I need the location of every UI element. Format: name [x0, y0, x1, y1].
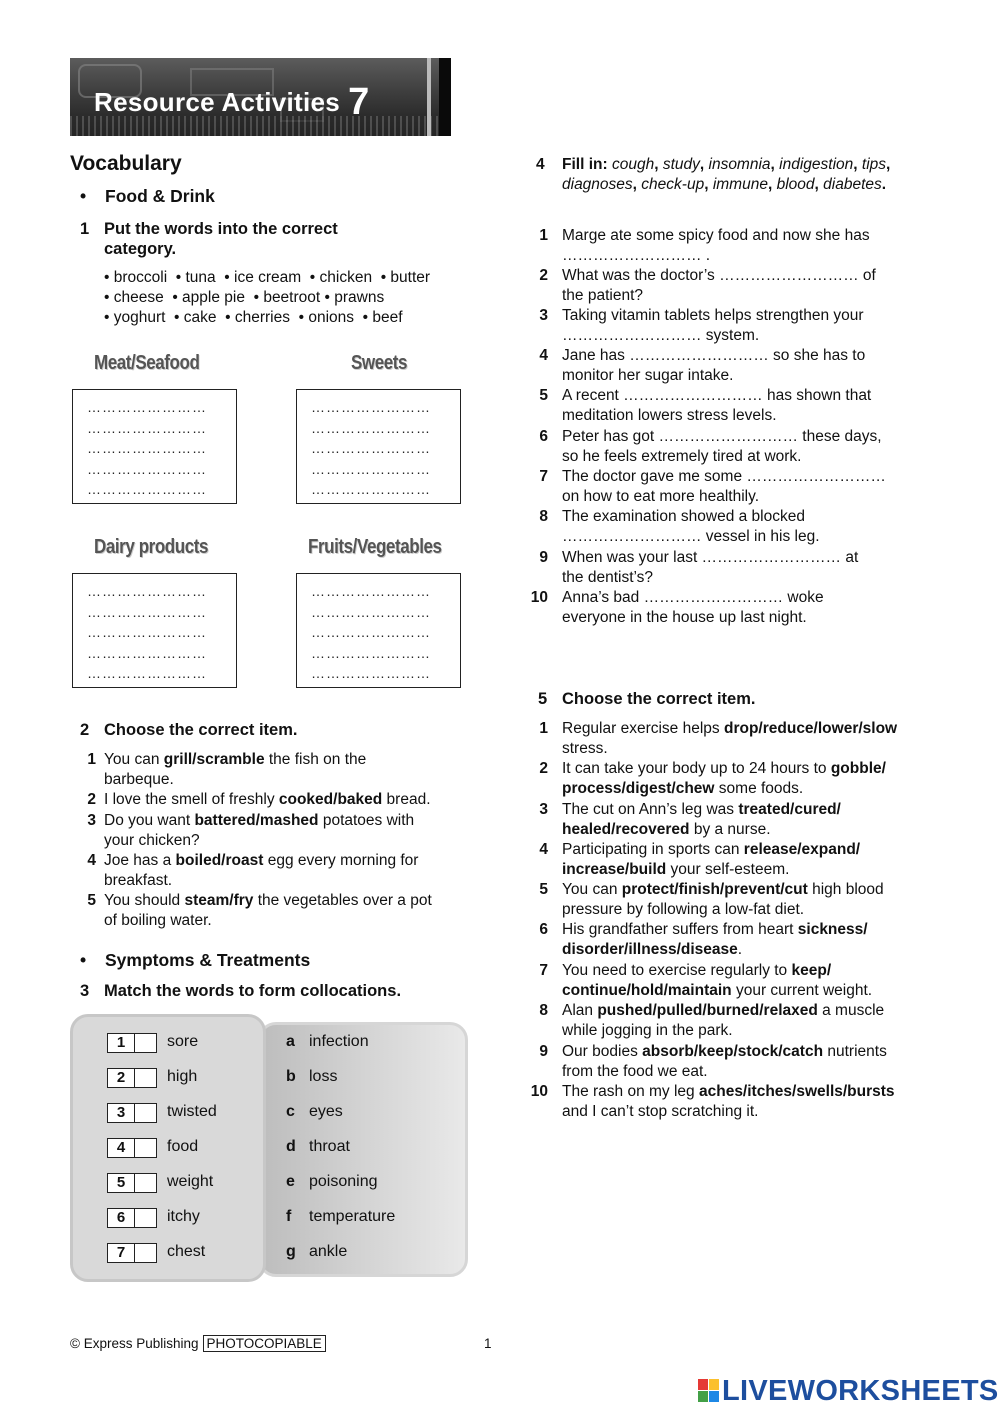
match-number: 4 — [108, 1139, 135, 1157]
item-options[interactable]: pushed/pulled/burned/relaxed — [597, 1002, 818, 1019]
item-text-part: Participating in sports can — [562, 841, 744, 858]
item-number: 8 — [539, 1002, 548, 1019]
item-text-part: His grandfather suffers from heart — [562, 921, 798, 938]
item-line: the dentist’s? — [562, 569, 654, 586]
item-options[interactable]: steam/fry — [184, 892, 254, 909]
fill-word: study — [662, 156, 700, 173]
item-options[interactable]: disorder/illness/disease — [562, 941, 738, 958]
item-text — [562, 467, 932, 507]
task-4-item[interactable] — [528, 507, 928, 547]
item-options[interactable]: absorb/keep/stock/catch — [642, 1043, 824, 1060]
item-text-part: You need to exercise regularly to — [562, 962, 792, 979]
item-options[interactable]: keep/ — [791, 962, 832, 979]
item-number: 4 — [87, 852, 96, 869]
task-5-item[interactable] — [528, 920, 938, 960]
item-text-part: breakfast. — [104, 872, 173, 889]
item-number: 9 — [539, 1043, 548, 1060]
fill-word: insomnia — [708, 156, 771, 173]
match-left-word: weight — [167, 1173, 214, 1190]
item-line: Taking vitamin tablets helps strengthen your — [562, 307, 864, 324]
item-text — [104, 790, 484, 810]
item-text-part: the fish on the — [264, 751, 367, 768]
item-number: 2 — [539, 267, 548, 284]
item-text-part: of boiling water. — [104, 912, 212, 929]
item-text-part: You should — [104, 892, 185, 909]
item-text-part: Joe has a — [104, 852, 176, 869]
item-text-part: nutrients — [823, 1043, 887, 1060]
match-left-word: food — [167, 1138, 199, 1155]
item-text-part: pressure by following a low-fat diet. — [562, 901, 805, 918]
fill-word: diagnoses — [562, 176, 633, 193]
task-4-item[interactable] — [528, 427, 928, 467]
task-5-item[interactable] — [528, 1001, 938, 1041]
task-5-item[interactable] — [528, 800, 938, 840]
item-line: A recent ……………………… has shown that — [562, 387, 872, 404]
item-number: 5 — [87, 892, 96, 909]
item-text — [562, 548, 932, 588]
task-4-item[interactable] — [528, 226, 928, 266]
page-title: Resource Activities 7 — [94, 81, 370, 123]
task-4-item[interactable] — [528, 266, 928, 306]
task-5-instruction: 5 Choose the correct item. — [538, 690, 756, 708]
match-answer-box[interactable] — [107, 1033, 157, 1053]
item-number: 2 — [539, 760, 548, 777]
item-text-part: a muscle — [817, 1002, 885, 1019]
fill-word: diabetes — [823, 176, 882, 193]
task-5-item[interactable] — [528, 759, 938, 799]
item-options[interactable]: healed/recovered — [562, 821, 690, 838]
item-number: 1 — [87, 751, 96, 768]
item-text — [562, 880, 942, 920]
match-left-word: high — [167, 1068, 198, 1085]
item-text — [562, 719, 942, 759]
match-answer-box[interactable] — [107, 1173, 157, 1193]
item-line: ……………………… . — [562, 247, 711, 264]
item-text-part: your current weight. — [731, 982, 873, 999]
header-banner — [70, 58, 451, 136]
liveworksheets-logo-icon — [698, 1379, 720, 1403]
item-text — [562, 427, 932, 467]
task-4-item[interactable] — [528, 588, 928, 628]
item-text — [562, 386, 932, 426]
item-text — [104, 851, 484, 891]
item-options[interactable]: battered/mashed — [194, 812, 319, 829]
item-line: When was your last ……………………… at — [562, 549, 859, 566]
item-options[interactable]: treated/cured/ — [738, 801, 841, 818]
item-text-part: . — [737, 941, 743, 958]
item-number: 6 — [539, 428, 548, 445]
match-letter: b — [286, 1068, 296, 1085]
item-text-part: The cut on Ann’s leg was — [562, 801, 739, 818]
item-text — [562, 840, 942, 880]
item-line: What was the doctor’s ……………………… of — [562, 267, 876, 284]
task-4-item[interactable] — [528, 306, 928, 346]
item-line: Jane has ……………………… so she has to — [562, 347, 866, 364]
match-right-word: throat — [309, 1138, 350, 1155]
match-letter: c — [286, 1103, 295, 1120]
task-5-item[interactable] — [528, 1082, 938, 1122]
section-title: Vocabulary — [70, 152, 182, 175]
match-letter: f — [286, 1208, 292, 1225]
task-5-item[interactable] — [528, 719, 938, 759]
watermark-text: LIVEWORKSHEETS — [722, 1375, 999, 1407]
item-number: 7 — [539, 962, 548, 979]
item-line: on how to eat more healthily. — [562, 488, 760, 505]
item-options[interactable]: drop/reduce/lower/slow — [723, 720, 898, 737]
item-text — [562, 961, 942, 1001]
item-text — [562, 306, 932, 346]
banner-decoration — [427, 58, 431, 136]
item-line: monitor her sugar intake. — [562, 367, 734, 384]
item-options[interactable]: process/digest/chew — [562, 780, 715, 797]
match-right-word: ankle — [309, 1243, 348, 1260]
item-text-part: while jogging in the park. — [562, 1022, 733, 1039]
task-5-item[interactable] — [528, 961, 938, 1001]
item-options[interactable]: gobble/ — [830, 760, 886, 777]
item-text-part: your chicken? — [104, 832, 200, 849]
bullet-heading-food-drink: • Food & Drink — [80, 186, 215, 206]
task-5-item[interactable] — [528, 880, 938, 920]
item-options[interactable]: release/expand/ — [743, 841, 861, 858]
match-letter: e — [286, 1173, 295, 1190]
item-number: 5 — [539, 387, 548, 404]
item-text-part: your self-esteem. — [666, 861, 790, 878]
match-letter: a — [286, 1033, 295, 1050]
item-text — [562, 1042, 942, 1082]
item-number: 3 — [539, 307, 548, 324]
match-number: 2 — [108, 1069, 135, 1087]
match-letter: d — [286, 1138, 296, 1155]
item-number: 1 — [539, 720, 548, 737]
fill-word: blood — [776, 176, 815, 193]
item-text-part: and I can’t stop scratching it. — [562, 1103, 759, 1120]
item-text-part: The rash on my leg — [562, 1083, 699, 1100]
item-number: 7 — [539, 468, 548, 485]
match-number: 3 — [108, 1104, 135, 1122]
item-text-part: You can — [562, 881, 622, 898]
match-left-word: chest — [167, 1243, 206, 1260]
fill-word: cough — [611, 156, 655, 173]
task-2-item[interactable] — [80, 811, 480, 851]
item-text-part: by a nurse. — [689, 821, 771, 838]
item-number: 5 — [539, 881, 548, 898]
match-letter: g — [286, 1243, 296, 1260]
item-text-part: bread. — [382, 791, 431, 808]
item-line: ……………………… vessel in his leg. — [562, 528, 820, 545]
task-4-item[interactable] — [528, 467, 928, 507]
item-number: 4 — [539, 347, 548, 364]
match-answer-box[interactable] — [107, 1208, 157, 1228]
item-text-part: You can — [104, 751, 164, 768]
match-answer-box[interactable] — [107, 1103, 157, 1123]
bullet-heading-symptoms: • Symptoms & Treatments — [80, 950, 311, 970]
match-left-word: twisted — [167, 1103, 217, 1120]
match-right-word: poisoning — [309, 1173, 378, 1190]
item-text — [562, 507, 932, 547]
footer-publisher: © Express Publishing PHOTOCOPIABLE — [70, 1336, 326, 1351]
word-bank: • broccoli • tuna • ice cream • chicken • butter • cheese • apple pie • beetroot • prawns • yoghurt • cake • cherries • onions • beef — [104, 269, 431, 326]
fill-word: check-up — [641, 176, 705, 193]
item-line: everyone in the house up last night. — [562, 609, 807, 626]
match-number: 1 — [108, 1034, 135, 1052]
item-text — [562, 1001, 942, 1041]
item-text-part: the vegetables over a pot — [253, 892, 432, 909]
task-1-instruction: 1 Put the words into the correct category. — [80, 220, 338, 258]
item-text-part: egg every morning for — [263, 852, 419, 869]
item-options[interactable]: grill/scramble — [163, 751, 265, 768]
banner-decoration — [439, 58, 451, 136]
match-right-word: loss — [309, 1068, 338, 1085]
item-text-part: It can take your body up to 24 hours to — [562, 760, 831, 777]
item-number: 6 — [539, 921, 548, 938]
task-2-instruction: 2 Choose the correct item. — [80, 721, 298, 739]
item-number: 3 — [87, 812, 96, 829]
category-box-dairy[interactable]: …………………… …………………… …………………… …………………… …………………… — [72, 573, 237, 688]
match-right-word: eyes — [309, 1103, 343, 1120]
task-2-item[interactable] — [80, 750, 480, 790]
item-line: The examination showed a blocked — [562, 508, 805, 525]
task-2-item[interactable] — [80, 891, 480, 931]
item-line: the patient? — [562, 287, 644, 304]
fill-word: tips — [861, 156, 887, 173]
item-number: 1 — [539, 227, 548, 244]
item-text-part: potatoes with — [318, 812, 415, 829]
item-text-part: Do you want — [104, 812, 195, 829]
item-options[interactable]: sickness/ — [797, 921, 868, 938]
item-number: 9 — [539, 549, 548, 566]
item-line: ……………………… system. — [562, 327, 760, 344]
match-right-word: temperature — [309, 1208, 396, 1225]
fill-word: immune — [712, 176, 768, 193]
item-options[interactable]: cooked/baked — [278, 791, 383, 808]
item-text-part: stress. — [562, 740, 608, 757]
match-left-word: itchy — [167, 1208, 200, 1225]
item-options[interactable]: continue/hold/maintain — [562, 982, 732, 999]
item-text-part: I love the smell of freshly — [104, 791, 279, 808]
item-text-part: from the food we eat. — [562, 1063, 708, 1080]
item-line: Peter has got ……………………… these days, — [562, 428, 882, 445]
match-answer-box[interactable] — [107, 1138, 157, 1158]
item-text — [104, 891, 484, 931]
item-number: 3 — [539, 801, 548, 818]
item-text — [562, 346, 932, 386]
page-number: 1 — [484, 1336, 492, 1351]
item-text-part: barbeque. — [104, 771, 174, 788]
item-text — [104, 750, 484, 790]
task-5-item[interactable] — [528, 840, 938, 880]
category-box-sweets[interactable]: …………………… …………………… …………………… …………………… …………………… — [296, 389, 461, 504]
item-options[interactable]: boiled/roast — [175, 852, 264, 869]
item-text — [104, 811, 484, 851]
item-text-part: some foods. — [714, 780, 804, 797]
item-line: Anna’s bad ……………………… woke — [562, 589, 824, 606]
match-number: 5 — [108, 1174, 135, 1192]
item-text — [562, 1082, 942, 1122]
item-line: so he feels extremely tired at work. — [562, 448, 802, 465]
category-box-meat-seafood[interactable]: …………………… …………………… …………………… …………………… …………………… — [72, 389, 237, 504]
task-2-item[interactable] — [80, 851, 480, 891]
category-title-dairy: Dairy products — [94, 536, 209, 558]
task-4-item[interactable] — [528, 548, 928, 588]
match-answer-box[interactable] — [107, 1243, 157, 1263]
item-options[interactable]: increase/build — [562, 861, 667, 878]
item-number: 2 — [87, 791, 96, 808]
item-number: 10 — [530, 1083, 548, 1100]
fill-word: indigestion — [779, 156, 854, 173]
category-title-fruits-vegetables: Fruits/Vegetables — [308, 536, 442, 558]
category-title-sweets: Sweets — [351, 352, 408, 374]
match-answer-box[interactable] — [107, 1068, 157, 1088]
category-title-meat-seafood: Meat/Seafood — [94, 352, 200, 374]
item-line: meditation lowers stress levels. — [562, 407, 777, 424]
item-number: 4 — [539, 841, 548, 858]
item-options[interactable]: aches/itches/swells/bursts — [698, 1083, 895, 1100]
item-text — [562, 759, 942, 799]
item-text-part: Our bodies — [562, 1043, 643, 1060]
match-number: 7 — [108, 1244, 135, 1262]
task-4-item[interactable] — [528, 346, 928, 386]
photocopiable-badge: PHOTOCOPIABLE — [203, 1335, 326, 1352]
item-text — [562, 920, 942, 960]
item-text-part: Alan — [562, 1002, 598, 1019]
match-right-word: infection — [309, 1033, 369, 1050]
task-5-item[interactable] — [528, 1042, 938, 1082]
task-4-item[interactable] — [528, 386, 928, 426]
item-line: The doctor gave me some ……………………… — [562, 468, 886, 485]
item-text — [562, 588, 932, 628]
item-line: Marge ate some spicy food and now she has — [562, 227, 870, 244]
item-text — [562, 226, 932, 266]
item-text — [562, 266, 932, 306]
item-number: 10 — [530, 589, 548, 606]
item-text-part: high blood — [807, 881, 884, 898]
match-left-word: sore — [167, 1033, 199, 1050]
task-3-instruction: 3 Match the words to form collocations. — [80, 982, 402, 1000]
item-number: 8 — [539, 508, 548, 525]
task-4-instruction: 4 Fill in: cough, study, insomnia, indigestion, tips, diagnoses, check-up, immune, blood, diabetes. — [536, 156, 891, 193]
item-options[interactable]: protect/finish/prevent/cut — [621, 881, 808, 898]
category-box-fruits-vegetables[interactable]: …………………… …………………… …………………… …………………… …………………… — [296, 573, 461, 688]
item-text-part: Regular exercise helps — [562, 720, 724, 737]
item-text — [562, 800, 942, 840]
match-number: 6 — [108, 1209, 135, 1227]
